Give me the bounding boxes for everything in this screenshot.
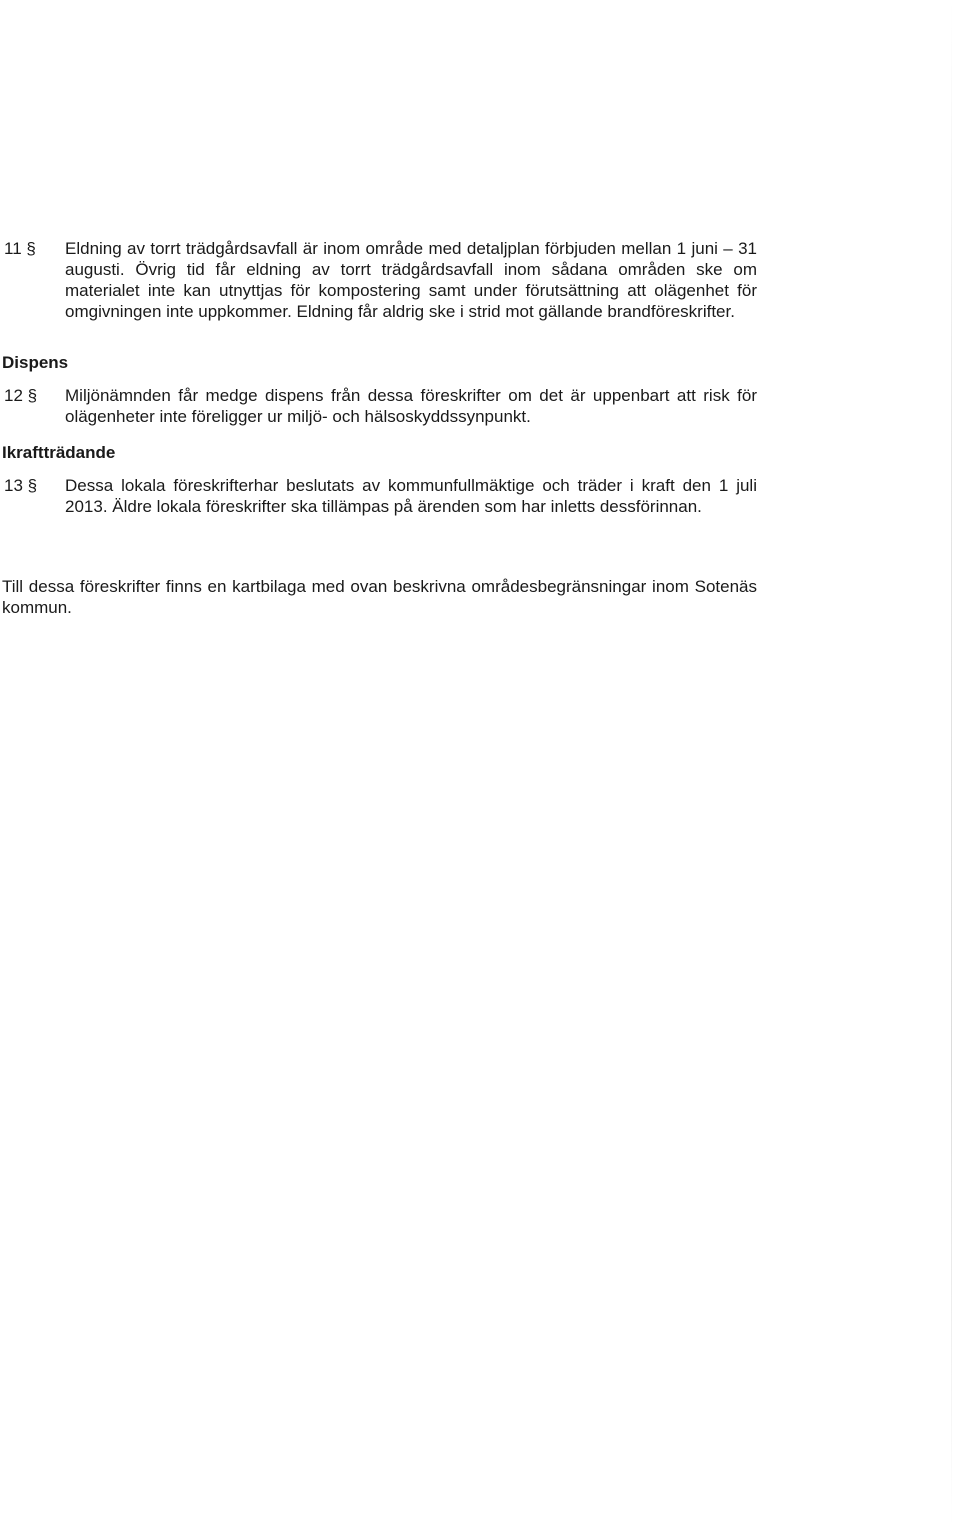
paragraph-13-text: Dessa lokala föreskrifterhar beslutats av kommunfullmäktige och träder i kraft den 1 juli 2013. Äldre lokala föreskrifter ska tillämpas på ärenden som har inletts dessförinnan.	[65, 476, 757, 516]
paragraph-13-number: 13 §	[4, 476, 38, 495]
paragraph-11-row	[0, 238, 760, 322]
paragraph-12	[0, 385, 760, 427]
heading-dispens: Dispens	[2, 353, 69, 372]
heading-ikrafttradande: Ikraftträdande	[2, 443, 116, 462]
paragraph-11-number: 11 §	[4, 239, 36, 258]
paragraph-11	[0, 238, 760, 322]
paragraph-13-row	[0, 475, 760, 517]
closing-note: Till dessa föreskrifter finns en kartbilaga med ovan beskrivna områdesbegränsningar inom Sotenäs kommun.	[2, 577, 757, 617]
paragraph-12-number: 12 §	[4, 386, 38, 405]
paragraph-11-text: Eldning av torrt trädgårdsavfall är inom område med detaljplan förbjuden mellan 1 juni – 31 augusti. Övrig tid får eldning av torrt trädgårdsavfall inom sådana områden ske om materialet inte kan utnyttjas för kompostering samt under förutsättning att olägenhet för omgivningen inte uppkommer. Eldning får aldrig ske i strid mot gällande brandföreskrifter.	[65, 239, 757, 321]
scan-edge-line	[951, 0, 952, 1526]
paragraph-12-row	[0, 385, 760, 427]
paragraph-12-text: Miljönämnden får medge dispens från dessa föreskrifter om det är uppenbart att risk för olägenheter inte föreligger ur miljö- och hälsoskyddssynpunkt.	[65, 386, 757, 426]
paragraph-13	[0, 475, 760, 517]
